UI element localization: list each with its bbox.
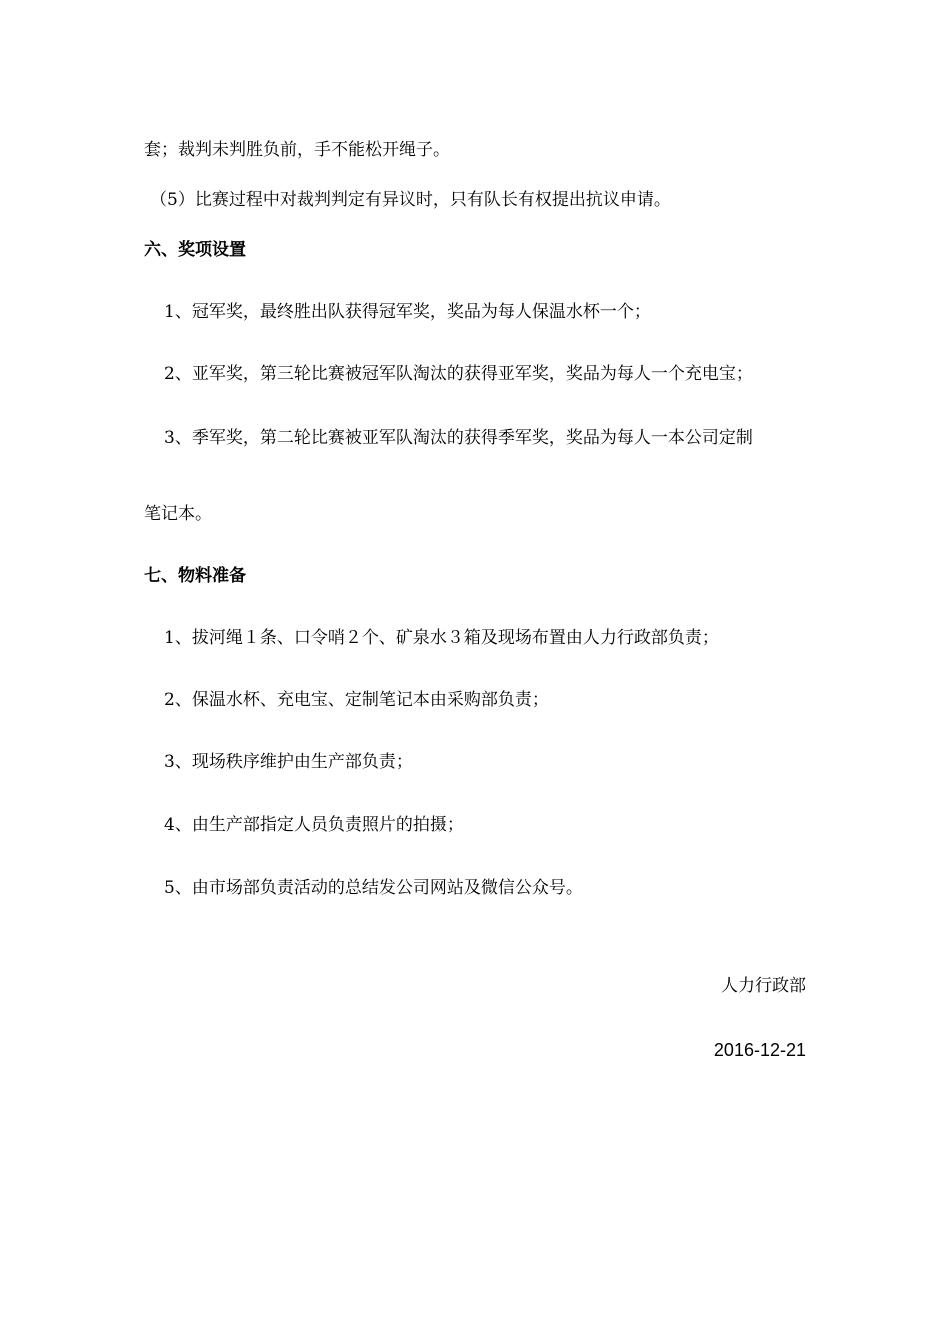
material-item-2: 2、保温水杯、充电宝、定制笔记本由采购部负责； — [164, 690, 549, 710]
material-item-5: 5、由市场部负责活动的总结发公司网站及微信公众号。 — [164, 878, 583, 898]
rule-5: （5）比赛过程中对裁判判定有异议时，只有队长有权提出抗议申请。 — [150, 190, 671, 210]
award-item-2: 2、亚军奖，第三轮比赛被冠军队淘汰的获得亚军奖，奖品为每人一个充电宝； — [164, 364, 753, 384]
section-heading-materials: 七、物料准备 — [144, 566, 246, 586]
material-item-4: 4、由生产部指定人员负责照片的拍摄； — [164, 815, 464, 835]
award-item-3-continuation: 笔记本。 — [144, 504, 212, 524]
section-heading-awards: 六、奖项设置 — [144, 240, 246, 260]
signature-date: 2016-12-21 — [713, 1040, 806, 1060]
material-item-3: 3、现场秩序维护由生产部负责； — [164, 752, 413, 772]
award-item-3: 3、季军奖，第二轮比赛被亚军队淘汰的获得季军奖，奖品为每人一本公司定制 — [164, 428, 753, 448]
award-item-1: 1、冠军奖，最终胜出队获得冠军奖，奖品为每人保温水杯一个； — [164, 302, 651, 322]
rule-4-continuation: 套；裁判未判胜负前，手不能松开绳子。 — [144, 140, 450, 160]
signature-department: 人力行政部 — [721, 976, 806, 996]
material-item-1: 1、拔河绳１条、口令哨２个、矿泉水３箱及现场布置由人力行政部负责； — [164, 628, 719, 648]
